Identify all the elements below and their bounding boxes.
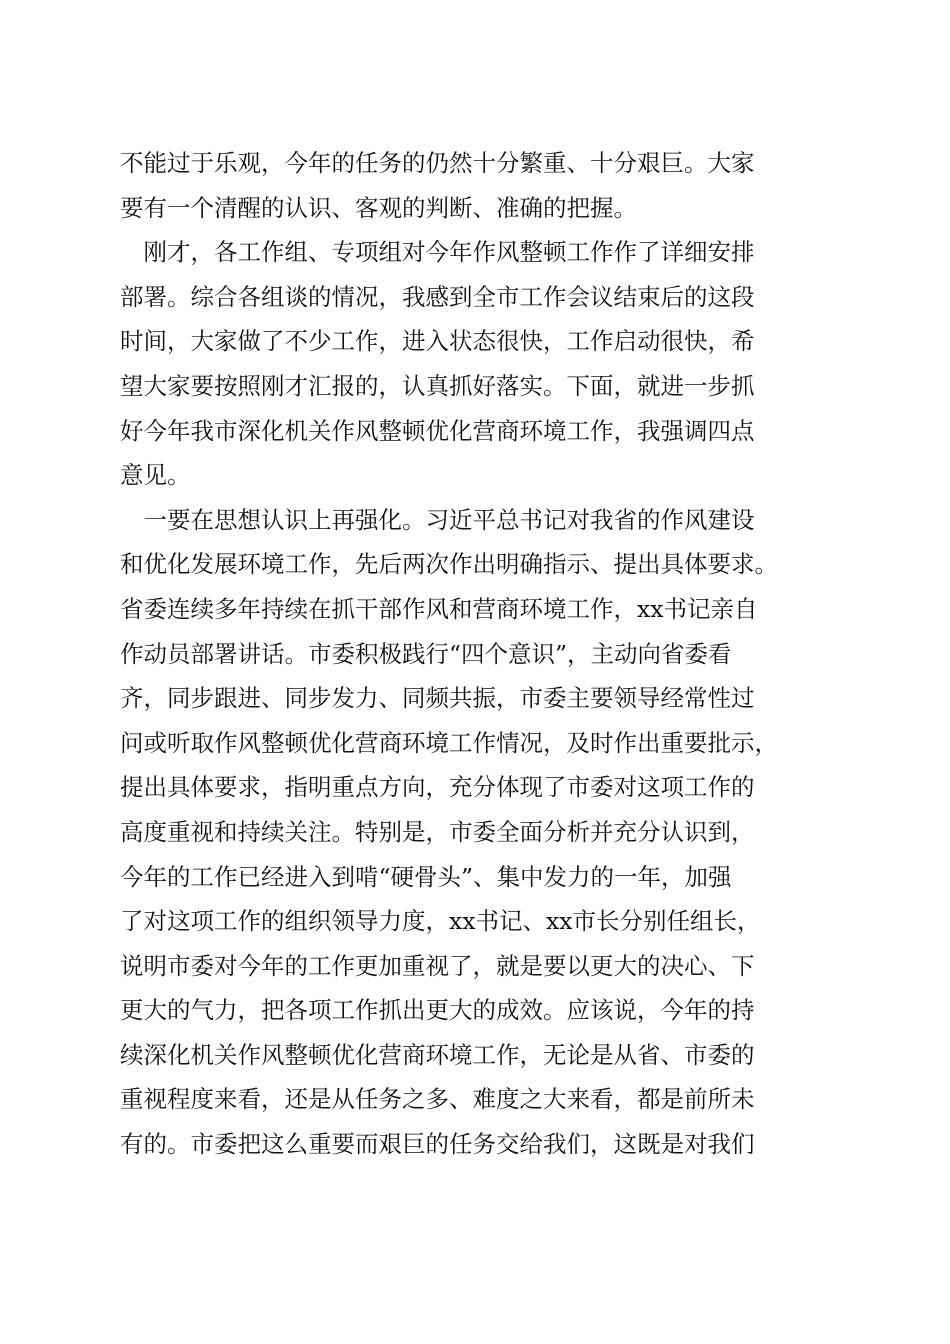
document-body: [120, 141, 832, 1167]
text-line: 不能过于乐观，今年的任务的仍然十分繁重、十分艰巨。大家: [120, 149, 755, 177]
text-line: 更大的气力，把各项工作抓出更大的成效。应该说，今年的持: [120, 996, 755, 1025]
text-line: 刚才，各工作组、专项组对今年作风整顿工作作了详细安排: [120, 238, 755, 267]
text-line: 今年的工作已经进入到啃“硬骨头”、集中发力的一年，加强: [120, 862, 732, 891]
text-line: 意见。: [120, 461, 191, 490]
text-line: 有的。市委把这么重要而艰巨的任务交给我们，这既是对我们: [120, 1130, 755, 1159]
text-line: 了对这项工作的组织领导力度，xx书记、xx市长分别任组长，: [120, 907, 761, 936]
text-line: 续深化机关作风整顿优化营商环境工作，无论是从省、市委的: [120, 1040, 755, 1069]
text-line: 说明市委对今年的工作更加重视了，就是要以更大的决心、下: [120, 951, 755, 980]
text-line: 齐，同步跟进、同步发力、同频共振，市委主要领导经常性过: [120, 684, 755, 713]
text-line: 好今年我市深化机关作风整顿优化营商环境工作，我强调四点: [120, 416, 755, 445]
text-line: 和优化发展环境工作，先后两次作出明确指示、提出具体要求。: [120, 550, 778, 579]
text-line: 高度重视和持续关注。特别是，市委全面分析并充分认识到，: [120, 817, 755, 846]
text-line: 省委连续多年持续在抓干部作风和营商环境工作，xx书记亲自: [120, 594, 758, 623]
text-line: 提出具体要求，指明重点方向，充分体现了市委对这项工作的: [120, 773, 755, 802]
text-line: 部署。综合各组谈的情况，我感到全市工作会议结束后的这段: [120, 282, 755, 311]
text-line: 要有一个清醒的认识、客观的判断、准确的把握。: [120, 193, 637, 222]
text-line: 时间，大家做了不少工作，进入状态很快，工作启动很快，希: [120, 327, 755, 356]
text-line: 作动员部署讲话。市委积极践行“四个意识”，主动向省委看: [120, 639, 732, 668]
text-line: 一要在思想认识上再强化。习近平总书记对我省的作风建设: [120, 505, 755, 534]
text-line: 重视程度来看，还是从任务之多、难度之大来看，都是前所未: [120, 1085, 755, 1114]
text-line: 望大家要按照刚才汇报的，认真抓好落实。下面，就进一步抓: [120, 371, 755, 400]
text-line: 问或听取作风整顿优化营商环境工作情况，及时作出重要批示，: [120, 728, 778, 757]
